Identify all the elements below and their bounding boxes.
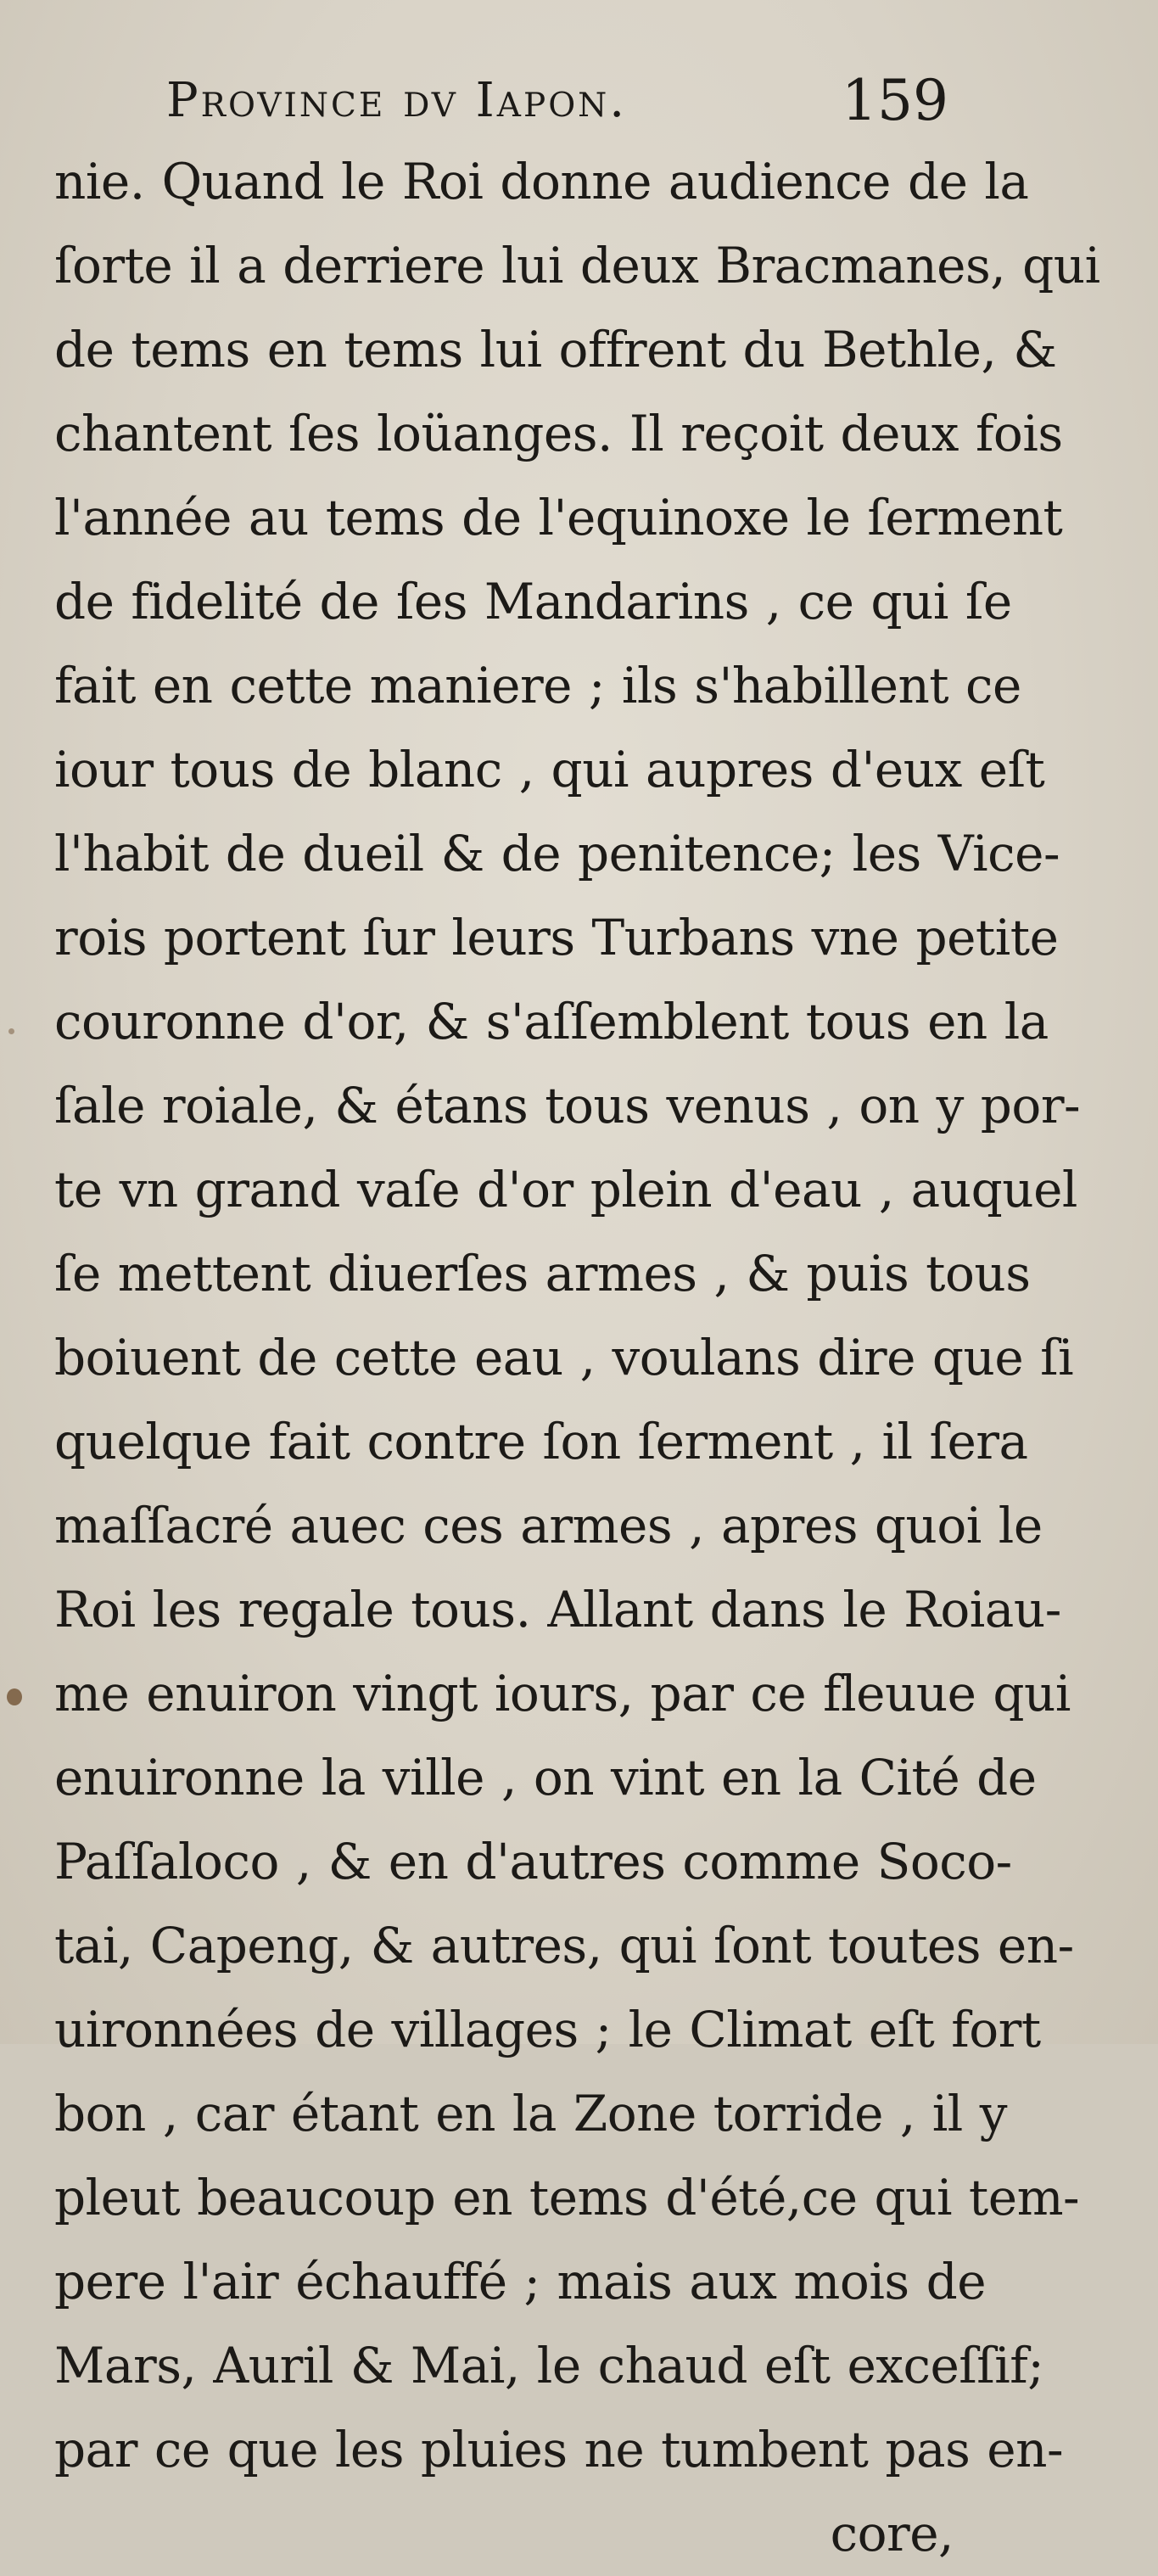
text-line: te vn grand vaſe d'or plein d'eau , auquel bbox=[54, 1161, 1077, 1218]
text-line: Paſſaloco , & en d'autres comme Soco- bbox=[54, 1833, 1012, 1890]
text-line: fait en cette maniere ; ils s'habillent ce bbox=[54, 657, 1021, 714]
ink-stain bbox=[7, 1688, 22, 1705]
text-line: boiuent de cette eau , voulans dire que ſi bbox=[54, 1329, 1074, 1386]
text-line: ſe mettent diuerſes armes , & puis tous bbox=[54, 1245, 1031, 1302]
text-line: de fidelité de ſes Mandarins , ce qui ſe bbox=[54, 573, 1012, 630]
page-number: 159 bbox=[842, 68, 948, 133]
text-line: uironnées de villages ; le Climat eſt fort bbox=[54, 2001, 1041, 2058]
running-title: Province dv Iapon. bbox=[166, 73, 628, 128]
text-line: chantent ſes loüanges. Il reçoit deux fois bbox=[54, 405, 1063, 462]
text-line: Mars, Auril & Mai, le chaud eſt exceſſif; bbox=[54, 2337, 1044, 2394]
text-line: de tems en tems lui offrent du Bethle, & bbox=[54, 321, 1057, 378]
ink-stain bbox=[8, 1028, 14, 1034]
text-line: l'année au tems de l'equinoxe le ſerment bbox=[54, 489, 1063, 546]
text-line: tai, Capeng, & autres, qui ſont toutes en- bbox=[54, 1917, 1074, 1974]
text-line: me enuiron vingt iours, par ce fleuue qui bbox=[54, 1665, 1071, 1722]
text-line: couronne d'or, & s'aſſemblent tous en la bbox=[54, 993, 1049, 1050]
text-line: par ce que les pluies ne tumbent pas en- bbox=[54, 2421, 1064, 2478]
text-line: bon , car étant en la Zone torride , il y bbox=[54, 2085, 1008, 2142]
text-line: maſſacré auec ces armes , apres quoi le bbox=[54, 1497, 1043, 1554]
body-text bbox=[54, 140, 1100, 2576]
text-line: ſorte il a derriere lui deux Bracmanes, qui bbox=[54, 237, 1100, 294]
text-line: Roi les regale tous. Allant dans le Roiau- bbox=[54, 1581, 1061, 1638]
page-header bbox=[166, 68, 955, 136]
text-line: ſale roiale, & étans tous venus , on y por- bbox=[54, 1077, 1081, 1134]
text-line: l'habit de dueil & de penitence; les Vice- bbox=[54, 825, 1060, 882]
text-line: pleut beaucoup en tems d'été,ce qui tem- bbox=[54, 2169, 1080, 2226]
text-line: quelque fait contre ſon ſerment , il ſera bbox=[54, 1413, 1028, 1470]
catchword: core, bbox=[830, 2505, 954, 2562]
text-line: iour tous de blanc , qui aupres d'eux eſt bbox=[54, 741, 1045, 798]
text-line: pere l'air échauffé ; mais aux mois de bbox=[54, 2253, 987, 2310]
text-line: nie. Quand le Roi donne audience de la bbox=[54, 153, 1029, 210]
text-line: rois portent ſur leurs Turbans vne petite bbox=[54, 909, 1059, 966]
text-line: enuironne la ville , on vint en la Cité de bbox=[54, 1749, 1037, 1806]
